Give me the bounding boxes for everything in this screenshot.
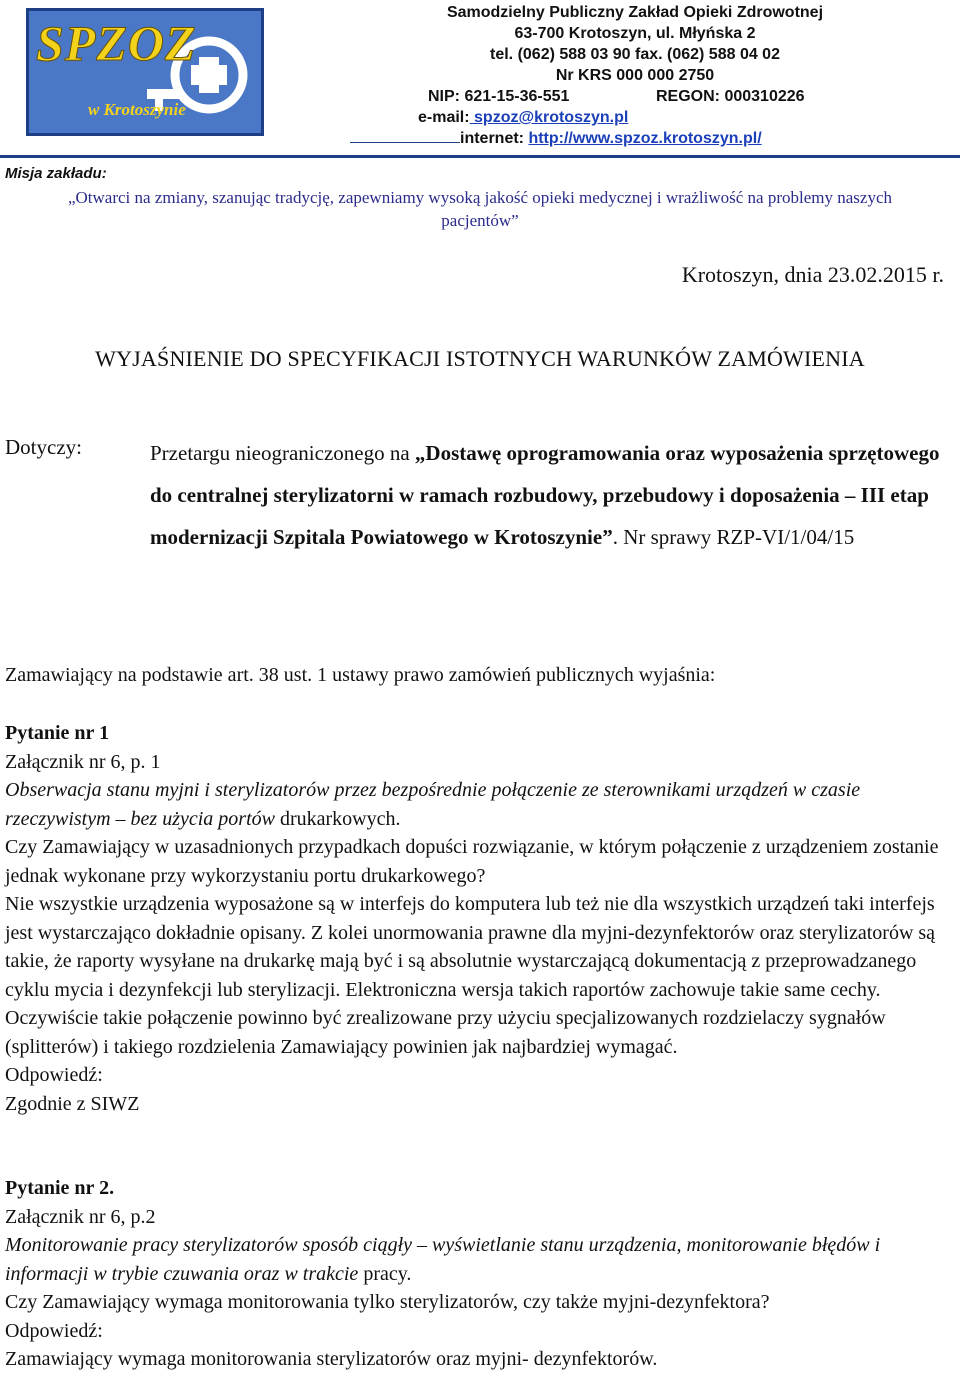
- dotyczy-prefix: Przetargu nieograniczonego na: [150, 441, 415, 465]
- internet-label: internet:: [460, 130, 529, 147]
- question-1-answer-label: Odpowiedź:: [5, 1064, 103, 1086]
- question-1-requirement: Obserwacja stanu myjni i sterylizatorów przez bezpośrednie połączenie ze sterownikami urządzeń w czasie rzeczywistym – bez użycia portów drukarkowych.: [5, 779, 861, 830]
- dotyczy-label: Dotyczy:: [5, 435, 82, 459]
- email-label: e-mail:: [418, 109, 470, 126]
- document-title: WYJAŚNIENIE DO SPECYFIKACJI ISTOTNYCH WARUNKÓW ZAMÓWIENIA: [95, 346, 865, 371]
- question-1-answer: Zgodnie z SIWZ: [5, 1092, 140, 1115]
- institution-regon: REGON: 000310226: [656, 88, 805, 105]
- mission-label: Misja zakładu:: [5, 165, 107, 182]
- question-2-attachment: Załącznik nr 6, p.2: [5, 1205, 156, 1228]
- email-link[interactable]: spzoz@krotoszyn.pl: [469, 109, 629, 126]
- institution-phone-fax: tel. (062) 588 03 90 fax. (062) 588 04 02: [490, 46, 780, 63]
- question-1: [5, 719, 950, 1118]
- internet-link[interactable]: http://www.spzoz.krotoszyn.pl/: [528, 130, 762, 147]
- question-2-question: Czy Zamawiający wymaga monitorowania tylko sterylizatorów, czy także myjni-dezynfektora?: [5, 1291, 770, 1313]
- mission-text: „Otwarci na zmiany, szanując tradycję, zapewniamy wysoką jakość opieki medycznej i wrażliwość na problemy naszych pacjentów”: [67, 188, 893, 230]
- question-1-question: Czy Zamawiający w uzasadnionych przypadkach dopuści rozwiązanie, w którym połączenie z urządzeniem zostanie jednak wykonane przy wykorzystaniu portu drukarkowego?: [5, 836, 939, 887]
- question-2-requirement: Monitorowanie pracy sterylizatorów sposób ciągły – wyświetlanie stanu urządzenia, monitorowanie błędów i informacji w trybie czuwania oraz w trakcie pracy.: [5, 1234, 881, 1285]
- institution-address: 63-700 Krotoszyn, ul. Młyńska 2: [514, 25, 756, 42]
- dotyczy-body: [150, 432, 950, 558]
- dotyczy-subject: „Dostawę oprogramowania oraz wyposażenia sprzętowego do centralnej sterylizatorni w ramach rozbudowy, przebudowy i doposażenia – III etap modernizacji Szpitala Powiatowego w Krotoszynie”: [150, 441, 940, 549]
- question-2-answer-label: Odpowiedź:: [5, 1319, 103, 1342]
- logo-text: SPZOZ: [36, 15, 197, 71]
- question-2-answer: Zamawiający wymaga monitorowania sterylizatorów oraz myjni- dezynfektorów.: [5, 1348, 658, 1370]
- institution-name: Samodzielny Publiczny Zakład Opieki Zdrowotnej: [446, 4, 824, 21]
- internet-line: [350, 128, 762, 149]
- header-rule: [0, 155, 960, 158]
- intro-text: Zamawiający na podstawie art. 38 ust. 1 ustawy prawo zamówień publicznych wyjaśnia:: [5, 664, 716, 686]
- question-1-heading: Pytanie nr 1: [5, 722, 110, 744]
- question-2-heading: Pytanie nr 2.: [5, 1177, 115, 1199]
- question-1-attachment: Załącznik nr 6, p. 1: [5, 750, 161, 773]
- institution-krs: Nr KRS 000 000 2750: [555, 67, 715, 84]
- document-date: Krotoszyn, dnia 23.02.2015 r.: [681, 262, 944, 287]
- logo-subtext: w Krotoszynie: [88, 100, 186, 119]
- dotyczy-case: . Nr sprawy RZP-VI/1/04/15: [612, 525, 855, 549]
- email-line: [418, 107, 628, 128]
- institution-nip: NIP: 621-15-36-551: [428, 88, 570, 105]
- question-2: [5, 1174, 950, 1374]
- question-1-justification: Nie wszystkie urządzenia wyposażone są w interfejs do komputera lub też nie dla wszystkich urządzeń taki interfejs jest wystarczająco dokładnie opisany. Z kolei unormowania prawne dla myjni-dezynfektorów oraz sterylizatorów są takie, że raporty wysyłane na drukarkę mają być i są absolutnie wystarczającą dokumentacją z przeprowadzanego cyklu mycia i dezynfekcji lub sterylizacji. Elektroniczna wersja takich raportów zachowuje takie same cechy. Oczywiście takie połączenie powinno być zrealizowane przy użyciu specjalizowanych rozdzielaczy sygnałów (splitterów) i takiego rozdzielenia Zamawiający powinien jak najbardziej wymagać.: [5, 893, 936, 1058]
